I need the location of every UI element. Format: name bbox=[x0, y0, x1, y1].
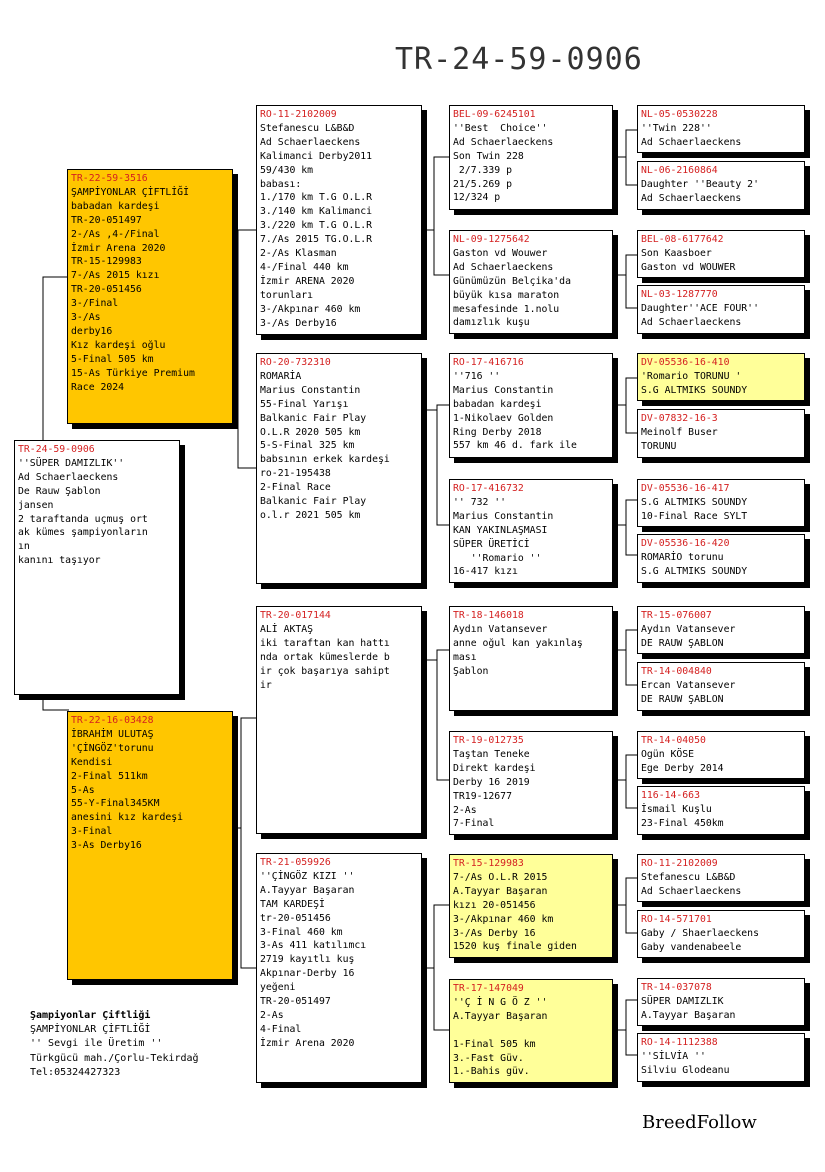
breeder-address: Türkgücü mah./Çorlu-Tekirdağ bbox=[30, 1052, 199, 1064]
pigeon-notes: ŞAMPİYONLAR ÇİFTLİĞİ babadan kardeşi TR-20-051497 2-/As ,4-/Final İzmir Arena 2020 TR-15-129983 7-/As 2015 kızı TR-20-051456 3-/Final 3-/As derby16 Kız kardeşi oğlu 5-Final 505 km 15-As Türkiye Premium Race 2024 bbox=[71, 186, 195, 393]
breeder-info bbox=[30, 1009, 199, 1080]
dss-box[interactable] bbox=[449, 606, 613, 711]
ssdd-box[interactable] bbox=[637, 285, 805, 334]
pigeon-notes: SÜPER DAMIZLIK A.Tayyar Başaran bbox=[641, 995, 736, 1021]
ring-number: TR-22-16-03428 bbox=[71, 715, 154, 726]
pigeon-notes: Stefanescu L&B&D Ad Schaerlaeckens bbox=[641, 871, 742, 897]
sire-box[interactable] bbox=[67, 169, 233, 424]
pigeon-notes: Son Kaasboer Gaston vd WOUWER bbox=[641, 247, 736, 273]
ring-number: DV-07832-16-3 bbox=[641, 413, 718, 424]
brand-logo-text: BreedFollow bbox=[642, 1112, 757, 1133]
dsss-box[interactable] bbox=[637, 606, 805, 654]
ring-number: DV-05536-16-410 bbox=[641, 357, 730, 368]
pigeon-notes: ''Twin 228'' Ad Schaerlaeckens bbox=[641, 122, 742, 148]
ddsd-box[interactable] bbox=[637, 910, 805, 958]
sssd-box[interactable] bbox=[637, 161, 805, 210]
ring-number: RO-11-2102009 bbox=[641, 858, 718, 869]
dddd-box[interactable] bbox=[637, 1033, 805, 1082]
pigeon-notes: 7-/As O.L.R 2015 A.Tayyar Başaran kızı 20-051456 3-/Akpınar 460 km 3-/As Derby 16 1520 kuş finale giden bbox=[453, 871, 577, 953]
ddd-box[interactable] bbox=[449, 979, 613, 1083]
ring-number: TR-18-146018 bbox=[453, 610, 524, 621]
pigeon-notes: ROMARİA Marius Constantin 55-Final Yarışı Balkanic Fair Play O.L.R 2020 505 km 5-S-Final 325 km babsının erkek kardeşi ro-21-195438 2-Final Race Balkanic Fair Play o.l.r 2021 505 km bbox=[260, 370, 390, 521]
dsd-box[interactable] bbox=[449, 731, 613, 835]
ring-number: BEL-09-6245101 bbox=[453, 109, 536, 120]
sdd-box[interactable] bbox=[449, 479, 613, 583]
dds-box[interactable] bbox=[449, 854, 613, 958]
pigeon-notes: S.G ALTMIKS SOUNDY 10-Final Race SYLT bbox=[641, 496, 748, 522]
ring-number: NL-09-1275642 bbox=[453, 234, 530, 245]
pigeon-notes: Stefanescu L&B&D Ad Schaerlaeckens Kalimanci Derby2011 59/430 km babası: 1./170 km T.G O.L.R 3./140 km Kalimanci 3./220 km T.G O.L.R 7./As 2015 TG.O.L.R 2-/As Klasman 4-/Final 440 km İzmir ARENA 2020 torunları 3-/Akpınar 460 km 3-/As Derby16 bbox=[260, 122, 373, 329]
ssss-box[interactable] bbox=[637, 105, 805, 153]
pigeon-notes: ''SÜPER DAMIZLIK'' Ad Schaerlaeckens De Rauw Şablon jansen 2 taraftanda uçmuş ort ak kümes şampiyonların ın kanını taşıyor bbox=[18, 457, 148, 567]
subject-pigeon-box[interactable] bbox=[14, 440, 180, 695]
ring-number: TR-14-004840 bbox=[641, 666, 712, 677]
pigeon-notes: Gaston vd Wouwer Ad Schaerlaeckens Günümüzün Belçika'da büyük kısa maraton mesafesinde 1.nolu damızlık kuşu bbox=[453, 247, 571, 329]
ring-number: RO-20-732310 bbox=[260, 357, 331, 368]
pigeon-notes: Aydın Vatansever anne oğul kan yakınlaş ması Şablon bbox=[453, 623, 583, 677]
breeder-name: Şampiyonlar Çiftliği bbox=[30, 1010, 151, 1021]
dam-box[interactable] bbox=[67, 711, 233, 980]
sddd-box[interactable] bbox=[637, 534, 805, 583]
ring-number: TR-15-129983 bbox=[453, 858, 524, 869]
dam-dam-box[interactable] bbox=[256, 853, 422, 1083]
sdsd-box[interactable] bbox=[637, 409, 805, 458]
pigeon-notes: İsmail Kuşlu 23-Final 450km bbox=[641, 803, 724, 829]
pigeon-notes: ''ÇİNGÖZ KIZI '' A.Tayyar Başaran TAM KARDEŞİ tr-20-051456 3-Final 460 km 3-As 411 katılımcı 2719 kayıtlı kuş Akpınar-Derby 16 yeğeni TR-20-051497 2-As 4-Final İzmir Arena 2020 bbox=[260, 870, 367, 1049]
breeder-phone: Tel:05324427323 bbox=[30, 1066, 121, 1078]
pigeon-notes: 'Romario TORUNU ' S.G ALTMIKS SOUNDY bbox=[641, 370, 748, 396]
pigeon-notes: Aydın Vatansever DE RAUW ŞABLON bbox=[641, 623, 736, 649]
ring-number: RO-17-416732 bbox=[453, 483, 524, 494]
sdds-box[interactable] bbox=[637, 479, 805, 527]
pigeon-notes: ROMARİO torunu S.G ALTMIKS SOUNDY bbox=[641, 551, 748, 577]
dam-sire-box[interactable] bbox=[256, 606, 422, 834]
sire-dam-box[interactable] bbox=[256, 353, 422, 584]
ring-number: NL-03-1287770 bbox=[641, 289, 718, 300]
sss-box[interactable] bbox=[449, 105, 613, 210]
ring-number: NL-06-2160864 bbox=[641, 165, 718, 176]
dsdd-box[interactable] bbox=[637, 786, 805, 835]
pigeon-notes: Meinolf Buser TORUNU bbox=[641, 426, 718, 452]
ddds-box[interactable] bbox=[637, 978, 805, 1026]
breeder-loft: ŞAMPİYONLAR ÇİFTLİĞİ bbox=[30, 1024, 151, 1036]
ring-number: RO-17-416716 bbox=[453, 357, 524, 368]
pigeon-notes: ''SİLVİA '' Silviu Glodeanu bbox=[641, 1050, 730, 1076]
ssd-box[interactable] bbox=[449, 230, 613, 334]
ring-number: RO-14-1112388 bbox=[641, 1037, 718, 1048]
ring-number: RO-11-2102009 bbox=[260, 109, 337, 120]
breeder-slogan: '' Sevgi ile Üretim '' bbox=[30, 1038, 163, 1050]
ring-number: TR-15-076007 bbox=[641, 610, 712, 621]
ring-number: DV-05536-16-417 bbox=[641, 483, 730, 494]
pigeon-notes: '' 732 '' Marius Constantin KAN YAKINLAŞMASI SÜPER ÜRETİCİ ''Romario '' 16-417 kızı bbox=[453, 496, 554, 578]
pigeon-notes: Daughter ''Beauty 2' Ad Schaerlaeckens bbox=[641, 178, 759, 204]
pigeon-notes: ''716 '' Marius Constantin babadan kardeşi 1-Nikolaev Golden Ring Derby 2018 557 km 46 d. fark ile bbox=[453, 370, 577, 452]
pigeon-notes: ALİ AKTAŞ iki taraftan kan hattı nda ortak kümeslerde b ir çok başarıya sahipt ir bbox=[260, 623, 390, 691]
dssd-box[interactable] bbox=[637, 662, 805, 711]
pigeon-notes: Taştan Teneke Direkt kardeşi Derby 16 2019 TR19-12677 2-As 7-Final bbox=[453, 748, 536, 830]
ring-number: TR-14-037078 bbox=[641, 982, 712, 993]
pigeon-notes: İBRAHİM ULUTAŞ 'ÇİNGÖZ'torunu Kendisi 2-Final 511km 5-As 55-Y-Final345KM anesini kız kardeşi 3-Final 3-As Derby16 bbox=[71, 728, 184, 852]
pigeon-notes: Gaby / Shaerlaeckens Gaby vandenabeele bbox=[641, 927, 759, 953]
pedigree-title: TR-24-59-0906 bbox=[395, 42, 643, 77]
ring-number: 116-14-663 bbox=[641, 790, 700, 801]
ring-number: BEL-08-6177642 bbox=[641, 234, 724, 245]
ring-number: TR-24-59-0906 bbox=[18, 444, 95, 455]
ring-number: TR-20-017144 bbox=[260, 610, 331, 621]
pigeon-notes: ''Best Choice'' Ad Schaerlaeckens Son Twin 228 2/7.339 p 21/5.269 p 12/324 p bbox=[453, 122, 554, 204]
sdss-box[interactable] bbox=[637, 353, 805, 401]
ring-number: DV-05536-16-420 bbox=[641, 538, 730, 549]
ssds-box[interactable] bbox=[637, 230, 805, 278]
sds-box[interactable] bbox=[449, 353, 613, 458]
ddss-box[interactable] bbox=[637, 854, 805, 902]
ring-number: TR-22-59-3516 bbox=[71, 173, 148, 184]
ring-number: TR-21-059926 bbox=[260, 857, 331, 868]
ring-number: TR-14-04050 bbox=[641, 735, 706, 746]
pigeon-notes: ''Ç İ N G Ö Z '' A.Tayyar Başaran 1-Final 505 km 3.-Fast Güv. 1.-Bahis güv. bbox=[453, 996, 548, 1078]
pigeon-notes: Daughter''ACE FOUR'' Ad Schaerlaeckens bbox=[641, 302, 759, 328]
ring-number: RO-14-571701 bbox=[641, 914, 712, 925]
sire-sire-box[interactable] bbox=[256, 105, 422, 335]
pigeon-notes: Ercan Vatansever DE RAUW ŞABLON bbox=[641, 679, 736, 705]
ring-number: TR-17-147049 bbox=[453, 983, 524, 994]
ring-number: NL-05-0530228 bbox=[641, 109, 718, 120]
pigeon-notes: Ogün KÖSE Ege Derby 2014 bbox=[641, 748, 724, 774]
dsds-box[interactable] bbox=[637, 731, 805, 779]
ring-number: TR-19-012735 bbox=[453, 735, 524, 746]
